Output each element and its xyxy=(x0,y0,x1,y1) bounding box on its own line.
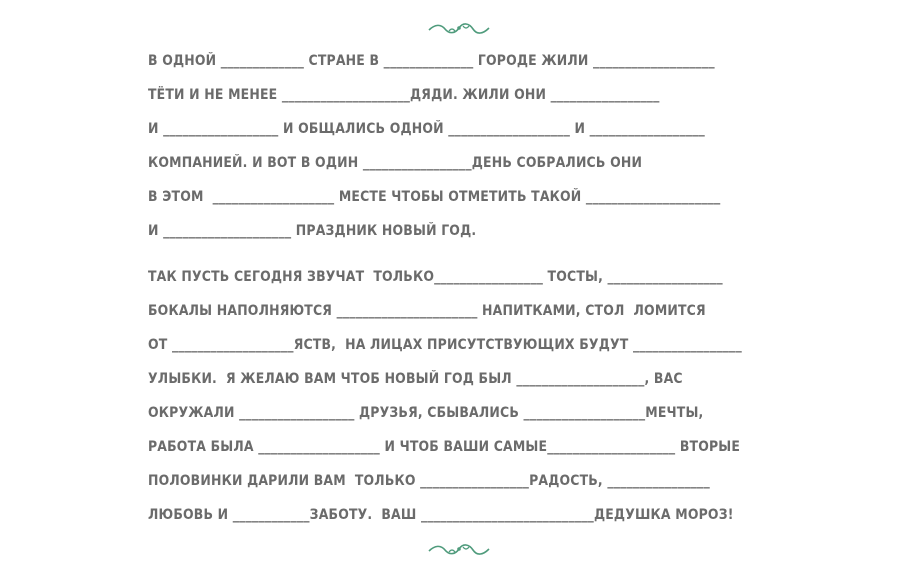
text-line: И __________________ И ОБЩАЛИСЬ ОДНОЙ ___________________ И __________________ xyxy=(148,121,705,137)
vine-flourish-icon xyxy=(427,22,491,36)
text-line: ОТ ___________________ЯСТВ, НА ЛИЦАХ ПРИСУТСТВУЮЩИХ БУДУТ _________________ xyxy=(148,337,742,353)
text-line: В ОДНОЙ _____________ СТРАНЕ В ______________ ГОРОДЕ ЖИЛИ ___________________ xyxy=(148,53,715,69)
text-line: УЛЫБКИ. Я ЖЕЛАЮ ВАМ ЧТОБ НОВЫЙ ГОД БЫЛ ____________________, ВАС xyxy=(148,371,683,387)
text-line: ТАК ПУСТЬ СЕГОДНЯ ЗВУЧАТ ТОЛЬКО_________________ ТОСТЫ, __________________ xyxy=(148,269,723,285)
paragraph-2 xyxy=(148,267,788,539)
text-line: ЛЮБОВЬ И ____________ЗАБОТУ. ВАШ ___________________________ДЕДУШКА МОРОЗ! xyxy=(148,507,734,523)
text-line: В ЭТОМ ___________________ МЕСТЕ ЧТОБЫ ОТМЕТИТЬ ТАКОЙ _____________________ xyxy=(148,189,721,205)
text-line: БОКАЛЫ НАПОЛНЯЮТСЯ ______________________ НАПИТКАМИ, СТОЛ ЛОМИТСЯ xyxy=(148,303,706,319)
text-line: РАБОТА БЫЛА ___________________ И ЧТОБ ВАШИ САМЫЕ____________________ ВТОРЫЕ xyxy=(148,439,741,455)
text-line: И ____________________ ПРАЗДНИК НОВЫЙ ГОД. xyxy=(148,223,477,239)
vine-flourish-icon xyxy=(427,543,491,557)
text-line: КОМПАНИЕЙ. И ВОТ В ОДИН _________________ДЕНЬ СОБРАЛИСЬ ОНИ xyxy=(148,155,643,171)
text-line: ПОЛОВИНКИ ДАРИЛИ ВАМ ТОЛЬКО _________________РАДОСТЬ, ________________ xyxy=(148,473,710,489)
fill-in-text xyxy=(148,51,788,539)
text-line: ТЁТИ И НЕ МЕНЕЕ ____________________ДЯДИ. ЖИЛИ ОНИ _________________ xyxy=(148,87,660,103)
paragraph-1 xyxy=(148,51,788,255)
text-line: ОКРУЖАЛИ __________________ ДРУЗЬЯ, СБЫВАЛИСЬ ___________________МЕЧТЫ, xyxy=(148,405,704,421)
